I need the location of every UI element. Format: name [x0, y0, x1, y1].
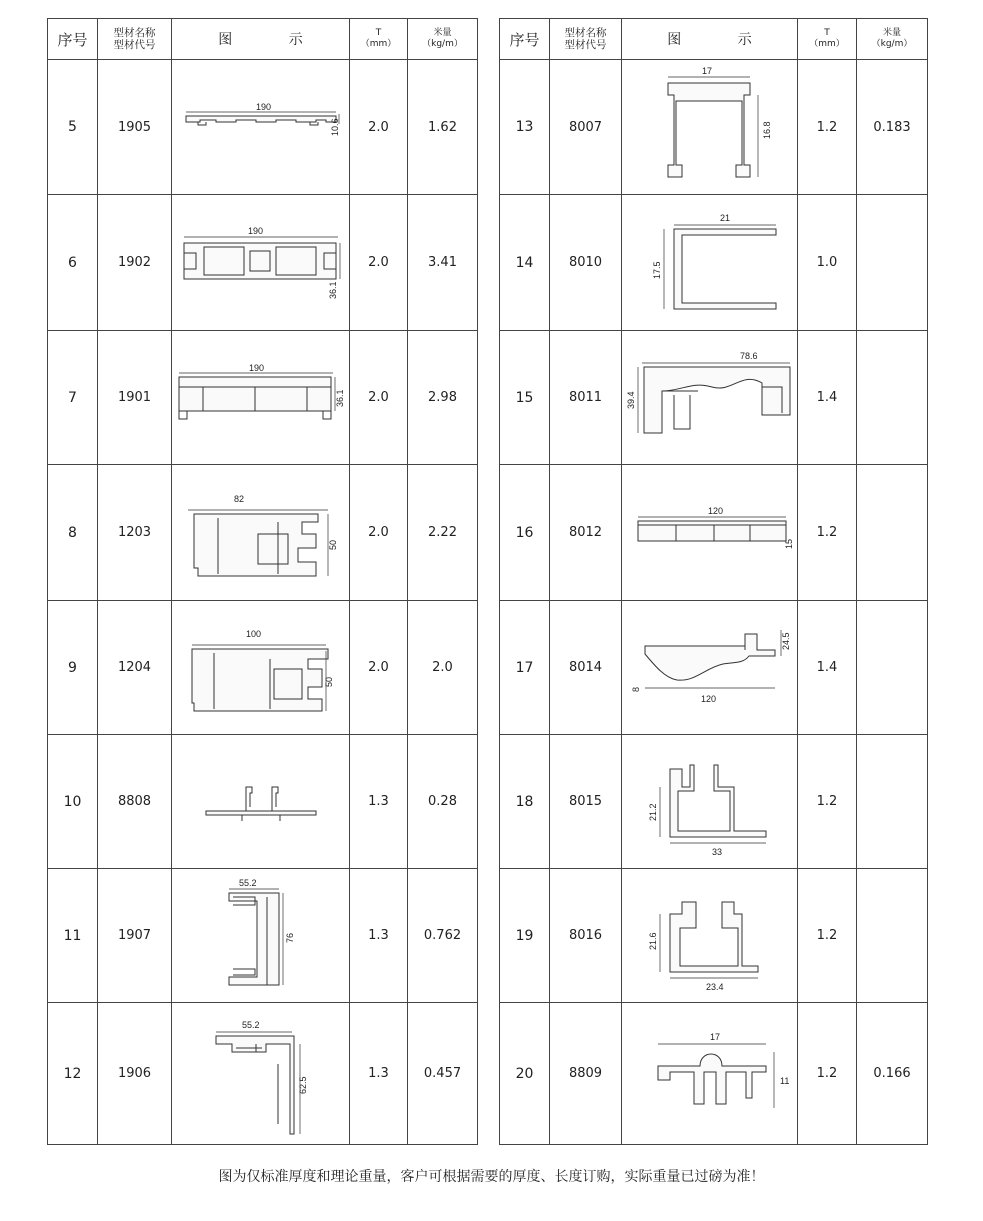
- weight-cell: 0.183: [857, 60, 928, 195]
- profile-figure-cell: [172, 195, 350, 331]
- seq-cell: 19: [500, 869, 550, 1003]
- profile-figure-cell: [172, 1003, 350, 1145]
- weight-cell: [857, 331, 928, 465]
- dimension-label: 21: [719, 213, 730, 223]
- table-row: [500, 195, 928, 331]
- table-row: [48, 869, 478, 1003]
- figure-header-label: 图 示: [667, 32, 778, 48]
- dimension-label: 17: [701, 65, 712, 76]
- profile-1907-icon: [172, 873, 349, 998]
- profile-8808-icon: [172, 767, 349, 837]
- footer-note: 图为仅标准厚度和理论重量，客户可根据需要的厚度、长度订购，实际重量已过磅为准！: [218, 1169, 765, 1185]
- thickness-header-line1: T: [824, 28, 830, 38]
- weight-cell: 2.0: [408, 601, 478, 735]
- dimension-label: 15: [784, 538, 794, 549]
- dimension-label: 39.4: [626, 390, 636, 409]
- seq-cell: 14: [500, 195, 550, 331]
- weight-cell: [857, 601, 928, 735]
- thickness-cell: 1.2: [798, 1003, 857, 1145]
- right-spec-table: [499, 18, 928, 1145]
- profile-figure-cell: [622, 1003, 798, 1145]
- seq-cell: 10: [48, 735, 98, 869]
- profile-8015-icon: [622, 747, 797, 857]
- weight-header-line2: （kg/m）: [871, 39, 913, 49]
- seq-cell: 8: [48, 465, 98, 601]
- profile-code-cell: 8015: [550, 735, 622, 869]
- profile-code-cell: 8012: [550, 465, 622, 601]
- profile-code-cell: 1907: [98, 869, 172, 1003]
- dimension-label: 17: [709, 1031, 720, 1042]
- profile-figure-cell: [172, 735, 350, 869]
- thickness-cell: 2.0: [350, 331, 408, 465]
- weight-cell: [857, 869, 928, 1003]
- thickness-header-line2: （mm）: [360, 39, 397, 49]
- profile-figure-cell: [622, 195, 798, 331]
- dimension-label: 120: [708, 505, 724, 516]
- dimension-label: 24.5: [780, 632, 791, 650]
- weight-cell: 0.28: [408, 735, 478, 869]
- seq-cell: 6: [48, 195, 98, 331]
- seq-cell: 12: [48, 1003, 98, 1145]
- left-spec-table: [47, 18, 478, 1145]
- weight-cell: 3.41: [408, 195, 478, 331]
- dimension-label: 21.2: [647, 802, 658, 821]
- seq-cell: 5: [48, 60, 98, 195]
- table-row: [48, 195, 478, 331]
- table-row: [48, 60, 478, 195]
- seq-header-label: 序号: [509, 30, 540, 49]
- dimension-label: 190: [255, 102, 271, 112]
- dimension-label: 50: [324, 676, 334, 687]
- thickness-cell: 1.2: [798, 465, 857, 601]
- profile-figure-cell: [622, 465, 798, 601]
- seq-header-label: 序号: [57, 30, 88, 49]
- weight-header: [408, 19, 478, 60]
- table-row: [48, 1003, 478, 1145]
- profile-code-cell: 1906: [98, 1003, 172, 1145]
- profile-figure-cell: [172, 601, 350, 735]
- profile-code-cell: 8016: [550, 869, 622, 1003]
- profile-8809-icon: [622, 1024, 797, 1124]
- profile-1906-icon: [172, 1004, 349, 1144]
- profile-8011-icon: [622, 343, 797, 453]
- dimension-label: 21.6: [647, 932, 658, 950]
- thickness-cell: 1.2: [798, 869, 857, 1003]
- dimension-label: 11: [779, 1075, 789, 1086]
- dimension-label: 100: [246, 628, 262, 639]
- dimension-label: 50: [328, 539, 338, 550]
- table-row: [500, 869, 928, 1003]
- seq-cell: 20: [500, 1003, 550, 1145]
- seq-cell: 17: [500, 601, 550, 735]
- thickness-cell: 2.0: [350, 60, 408, 195]
- profile-code-cell: 1902: [98, 195, 172, 331]
- profile-figure-cell: [172, 60, 350, 195]
- profile-figure-cell: [622, 869, 798, 1003]
- thickness-header: [350, 19, 408, 60]
- profile-8016-icon: [622, 878, 797, 993]
- weight-cell: [857, 465, 928, 601]
- name-header: [550, 19, 622, 60]
- figure-header: [622, 19, 798, 60]
- seq-cell: 13: [500, 60, 550, 195]
- name-header-line1: 型材名称: [564, 27, 607, 39]
- profile-8007-icon: [622, 65, 797, 190]
- dimension-label: 62.5: [297, 1075, 308, 1094]
- table-row: [500, 331, 928, 465]
- profile-code-cell: 1905: [98, 60, 172, 195]
- weight-cell: [857, 195, 928, 331]
- profile-8010-icon: [622, 205, 797, 320]
- table-header-row: [48, 19, 478, 60]
- dimension-label: 8: [630, 686, 641, 692]
- seq-cell: 15: [500, 331, 550, 465]
- name-header-line1: 型材名称: [113, 27, 156, 39]
- profile-1902-icon: [172, 223, 349, 303]
- dimension-label: 76: [284, 932, 295, 943]
- thickness-cell: 1.2: [798, 60, 857, 195]
- profile-figure-cell: [622, 735, 798, 869]
- thickness-header-line1: T: [375, 28, 382, 38]
- profile-figure-cell: [172, 869, 350, 1003]
- dimension-label: 16.8: [761, 120, 772, 139]
- dimension-label: 55.2: [241, 1019, 260, 1030]
- dimension-label: 17.5: [651, 261, 662, 279]
- table-row: [48, 735, 478, 869]
- seq-header: [48, 19, 98, 60]
- table-row: [500, 465, 928, 601]
- thickness-cell: 1.3: [350, 735, 408, 869]
- dimension-label: 36.1: [327, 280, 338, 299]
- figure-header-label: 图 示: [218, 32, 329, 48]
- profile-1905-icon: [172, 102, 349, 152]
- weight-cell: 2.22: [408, 465, 478, 601]
- seq-cell: 9: [48, 601, 98, 735]
- profile-figure-cell: [622, 60, 798, 195]
- seq-cell: 7: [48, 331, 98, 465]
- profile-code-cell: 8011: [550, 331, 622, 465]
- thickness-cell: 1.0: [798, 195, 857, 331]
- profile-1203-icon: [172, 478, 349, 588]
- profile-8012-icon: [622, 503, 797, 563]
- weight-header-line1: 米量: [433, 28, 452, 38]
- weight-cell: [857, 735, 928, 869]
- weight-cell: 0.762: [408, 869, 478, 1003]
- profile-code-cell: 8007: [550, 60, 622, 195]
- thickness-header-line2: （mm）: [809, 39, 845, 49]
- seq-cell: 11: [48, 869, 98, 1003]
- table-row: [500, 601, 928, 735]
- dimension-label: 190: [247, 225, 263, 236]
- profile-code-cell: 8010: [550, 195, 622, 331]
- dimension-label: 82: [234, 493, 245, 504]
- dimension-label: 120: [700, 694, 716, 704]
- name-header: [98, 19, 172, 60]
- thickness-cell: 1.2: [798, 735, 857, 869]
- seq-cell: 18: [500, 735, 550, 869]
- thickness-header: [798, 19, 857, 60]
- thickness-cell: 1.3: [350, 869, 408, 1003]
- thickness-cell: 2.0: [350, 465, 408, 601]
- thickness-cell: 2.0: [350, 195, 408, 331]
- seq-cell: 16: [500, 465, 550, 601]
- thickness-cell: 2.0: [350, 601, 408, 735]
- thickness-cell: 1.4: [798, 331, 857, 465]
- profile-figure-cell: [622, 601, 798, 735]
- profile-1204-icon: [172, 613, 349, 723]
- table-row: [500, 735, 928, 869]
- dimension-label: 36.1: [335, 388, 345, 407]
- profile-figure-cell: [172, 465, 350, 601]
- weight-header-line2: （kg/m）: [422, 39, 463, 49]
- profile-code-cell: 8808: [98, 735, 172, 869]
- name-header-line2: 型材代号: [564, 39, 607, 51]
- profile-figure-cell: [172, 331, 350, 465]
- weight-header: [857, 19, 928, 60]
- profile-code-cell: 1203: [98, 465, 172, 601]
- dimension-label: 190: [249, 362, 265, 373]
- dimension-label: 10.6: [329, 118, 340, 136]
- table-row: [48, 465, 478, 601]
- table-row: [48, 331, 478, 465]
- weight-cell: 2.98: [408, 331, 478, 465]
- table-header-row: [500, 19, 928, 60]
- dimension-label: 33: [711, 846, 722, 857]
- profile-code-cell: 8014: [550, 601, 622, 735]
- weight-header-line1: 米量: [882, 28, 901, 38]
- profile-code-cell: 8809: [550, 1003, 622, 1145]
- weight-cell: 0.166: [857, 1003, 928, 1145]
- dimension-label: 55.2: [238, 878, 257, 888]
- table-row: [500, 1003, 928, 1145]
- profile-code-cell: 1204: [98, 601, 172, 735]
- weight-cell: 0.457: [408, 1003, 478, 1145]
- profile-1901-icon: [172, 363, 349, 433]
- seq-header: [500, 19, 550, 60]
- profile-code-cell: 1901: [98, 331, 172, 465]
- thickness-cell: 1.4: [798, 601, 857, 735]
- profile-8014-icon: [622, 620, 797, 715]
- table-row: [48, 601, 478, 735]
- figure-header: [172, 19, 350, 60]
- dimension-label: 78.6: [740, 350, 758, 361]
- weight-cell: 1.62: [408, 60, 478, 195]
- profile-figure-cell: [622, 331, 798, 465]
- table-row: [500, 60, 928, 195]
- name-header-line2: 型材代号: [113, 39, 156, 51]
- dimension-label: 23.4: [705, 982, 724, 992]
- thickness-cell: 1.3: [350, 1003, 408, 1145]
